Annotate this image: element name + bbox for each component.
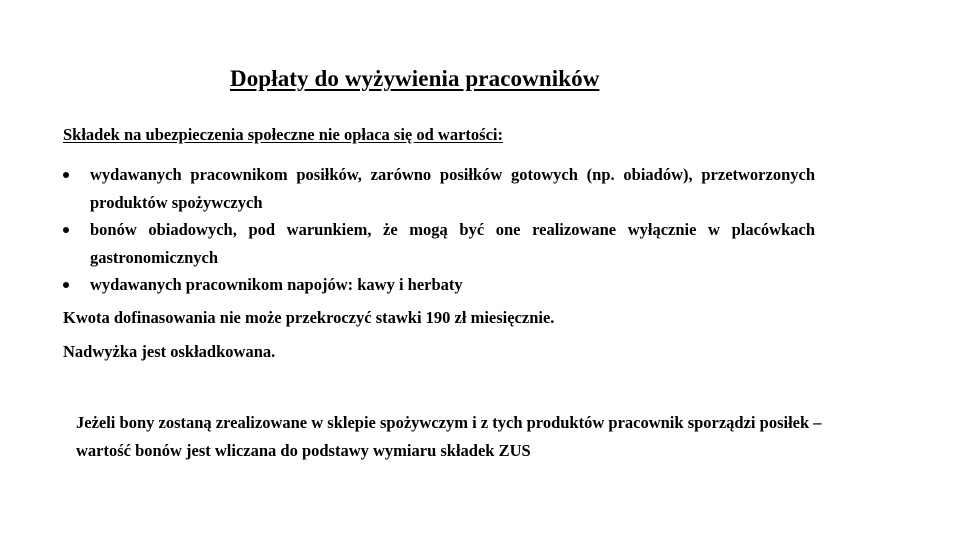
list-item (63, 216, 815, 271)
list-item-text: wydawanych pracownikom posiłków, zarówno posiłków gotowych (np. obiadów), przetworzonych produktów spożywczych (90, 165, 815, 212)
bullet-icon (63, 172, 69, 178)
bullet-icon (63, 282, 69, 288)
list-item (63, 271, 815, 299)
list-item (63, 161, 815, 216)
voucher-note: Jeżeli bony zostaną zrealizowane w sklepie spożywczym i z tych produktów pracownik sporządzi posiłek – wartość bonów jest wliczana do podstawy wymiaru składek ZUS (76, 413, 822, 460)
list-item-text: wydawanych pracownikom napojów: kawy i herbaty (90, 275, 463, 294)
limit-paragraph: Kwota dofinasowania nie może przekroczyć stawki 190 zł miesięcznie. (63, 308, 555, 327)
bullet-icon (63, 227, 69, 233)
slide-title: Dopłaty do wyżywienia pracowników (230, 66, 600, 91)
intro-heading: Składek na ubezpieczenia społeczne nie opłaca się od wartości: (63, 125, 503, 144)
list-item-text: bonów obiadowych, pod warunkiem, że mogą być one realizowane wyłącznie w placówkach gastronomicznych (90, 220, 815, 267)
exemption-list (63, 161, 815, 299)
excess-paragraph: Nadwyżka jest oskładkowana. (63, 342, 276, 361)
